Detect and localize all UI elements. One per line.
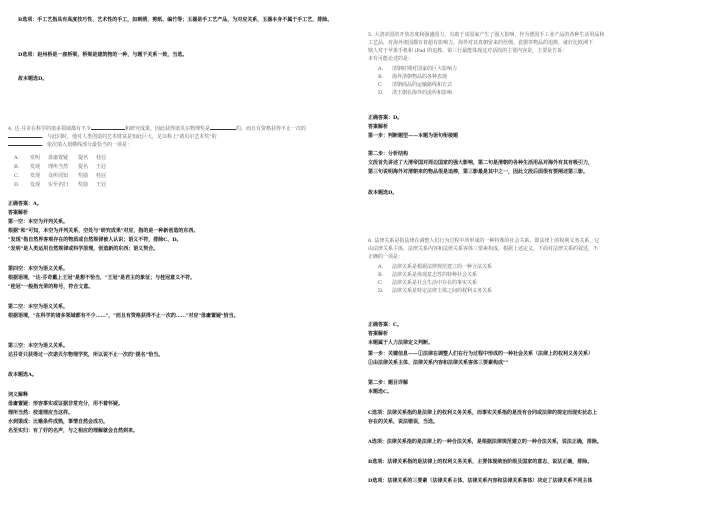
q4-parse-title: 答案解析 [8,210,29,216]
q6-option-b[interactable]: B. 法律关系是体现意志性的特种社会关系 [378,272,478,278]
q5-stem-line3: 辖人对于苹果手机和 iPad 的追捧。第三行最能体现这对话段的主要内容是，主要是告诉： [368,48,568,54]
q5-step2-line2: 第三句说明海外对清朝来的物品很是追捧，第三影最是其中之一，因此文段后面很有要阐述第三影。 [368,169,589,175]
q4-option-d[interactable]: D. 发现 实至名归 奖励 王冠 [14,182,107,188]
q4-vocab-title: 词义解释 [8,392,29,398]
q4-stem-line3: 。依次填入划横线部分最恰当的一项是： [8,141,132,148]
q4-step4-line1: 根据语境，"达·芬奇戴上王冠"是想不恰当，"王冠"是君主的象征；与桂冠意义不符。 [8,275,196,281]
q5-option-b[interactable]: B. 海外清朝物品的各种表现 [378,74,448,80]
q6-stem-line2: 由法律关系主体、法律关系内容和法律关系客体三要素构成。根据上述定义，下面对法律关系的叙述，不 [368,246,599,252]
q4-vocab-item: 名至实归：有了好的名声，与之相应的理解就会自然到来。 [8,428,139,434]
q6-option-a-analysis: A选项：法律关系指的是法律上的一种合法关系，是根据法律规范建立的一种合法关系，说法正确，排除。 [368,439,602,445]
q4-vocab-item: 毋庸置疑：形容事实或证据非常充分，用不着怀疑。 [8,401,124,407]
q5-answer: 故本题选D。 [368,190,398,196]
right-page [360,0,720,508]
q4-option-b[interactable]: B. 发现 理所当然 提名 王冠 [14,164,107,170]
q5-parse-title: 答案解析 [368,124,389,130]
q6-option-d[interactable]: D. 法律关系是特定法律主体之间的权利义务关系 [378,288,493,294]
q4-step4-title: 第四空：本空为语义关系。 [8,266,69,272]
q4-step1-title: 第一空：本空为并列关系。 [8,219,69,225]
q4-step4-line2: "桂冠"一般指光荣的称号，符合文意。 [8,284,94,290]
q5-option-a[interactable]: A. 清朝时期对国家的巨大影响力 [378,66,458,72]
q6-option-c-analysis: C选项：法律关系指的是法律上的权利义务关系，而事实关系指的是没有合同或法律的规定而现实状态上 [368,410,597,416]
q6-step1-line2: ②由法律关系主体、法律关系内容和法律关系客体三要素构成"" [368,360,509,366]
q4-correct-answer: 正确答案：A。 [8,201,42,207]
q4-step3-line1: 达芬奇只获得过一次诺贝尔物理学奖，所以说不止一次的"提名"恰当。 [8,352,164,358]
q4-stem-line1: 4. 达·芬奇在科学的诸多领域都有不少 和研究成果，因此获得诸贝尔物理奖是 的，而且有资格获得不止一次的 [8,126,306,132]
q4-step3-title: 第三空：本空为语义关系。 [8,343,69,349]
q4-option-a[interactable]: A. 发明 毋庸置疑 提名 桂冠 [14,155,107,161]
q6-step2-line1: 本题选C。 [368,389,392,395]
q4-step1-line3: "发明"是人类运用自然规律或科学原理，创造新的东西；语义契合。 [8,246,159,252]
q4-step2-title: 第二空：本空为语义关系。 [8,304,69,310]
q5-step2: 第二步：分析结构 [368,151,409,157]
q4-step1-line2: "发现"指自然界客观存在的物质或自然规律被人认识；语义不符，排除C、D。 [8,237,182,243]
q6-correct-answer: 正确答案：C。 [368,322,402,328]
q3-answer: 故本题选D。 [18,76,48,82]
q3-option-d-line: D选项：赵州桥是一座桥梁，桥梁是建筑物的一种，与题干关系一致，当选。 [18,52,188,58]
q5-correct-answer: 正确答案：D。 [368,115,403,121]
q6-intro: 本题属于人力法律定义判断。 [368,340,434,346]
q3-option-b-line: B选项：手工艺指具有高度技巧性、艺术性的手工，如刺绣、剪纸、编竹等；玉器是手工艺产品，为对应关系，玉器本身不属于手工艺，排除。 [18,17,333,23]
q6-option-c-analysis-2: 存在的关系，说法错误，当选。 [368,419,439,425]
q6-option-d-analysis: D选项：法律关系的三要素（法律关系主体、法律关系内容和法律关系客体）决定了法律关系不同主体 [368,478,593,484]
q6-option-b-analysis: B选项：法律关系指的是法律上的权利义务关系，主要体现统治阶级及国家的意志，说法正确，排除。 [368,459,593,465]
q6-parse-title: 答案解析 [368,331,389,337]
q6-step2: 第二步：题目详解 [368,380,409,386]
q4-option-c[interactable]: C. 发现 众所周知 奖励 桂冠 [14,173,107,179]
q6-stem-line1: 6. 法律关系是指法律在调整人们行为过程中所形成的一种特殊的社会关系。即法律上的权利义务关系，它 [368,238,600,244]
q4-stem-line2: 。与此同时，他对人类创造的艺术财富是知此巨大，足以称上"诸贝尔艺术奖"的 [8,133,217,140]
q4-vocab-item: 水到渠成：比喻条件成熟，事情自然会成功。 [8,419,109,425]
q4-answer: 故本题选A。 [8,372,37,378]
q5-option-c[interactable]: C. 清朝商品的运输路线和方式 [378,82,453,88]
q5-step1: 第一步：判断题型——本题为语句衔接题 [368,133,459,139]
q4-vocab-item: 理所当然：按道理应当这样。 [8,410,74,416]
q5-stem-line2: 工艺品，对海外诸国都有着超有影响力。海外对其真朝贸来的丝绸、瓷器等物品的追捧，就好比欧洲下 [368,40,594,46]
q4-step2-line1: 根据语境，"在科学的诸多领域都有不少……"，"而且有资格获得不止一次的……"对应"毋庸置疑"恰当。 [8,313,239,319]
q5-option-d[interactable]: D. 清王朝在海外的流传和影响 [378,90,453,96]
q5-stem-line1: 5. 大清帝国的开放态度和强盛国力，有助于该国家产生了强大影响，作为德国手工业产品的各种生活用品和 [368,32,605,38]
q6-option-a[interactable]: A. 法律关系是根据法律规范建立的一种合法关系 [378,264,493,270]
q5-stem-line4: 本有可能论述的是： [368,56,414,62]
q4-step1-line1: 根据"和"可知，本空为并列关系，空处与"研究成果"对应，指的是一种新创造的东西。 [8,228,199,234]
q5-step2-line1: 文段首先讲述了大清帝国对周边国家的强大影响，第二句是清朝的各种生活用品对海外有其有吸引力， [368,160,594,166]
q6-step1: 第一步：关键信息——①法律在调整人们在行为过程中形成的一种社会关系（法律上的权利义务关系） [368,351,594,357]
q6-option-c[interactable]: C. 法律关系是社会生活中存在的事实关系 [378,280,478,286]
q6-stem-line3: 正确的一项是： [368,254,404,260]
